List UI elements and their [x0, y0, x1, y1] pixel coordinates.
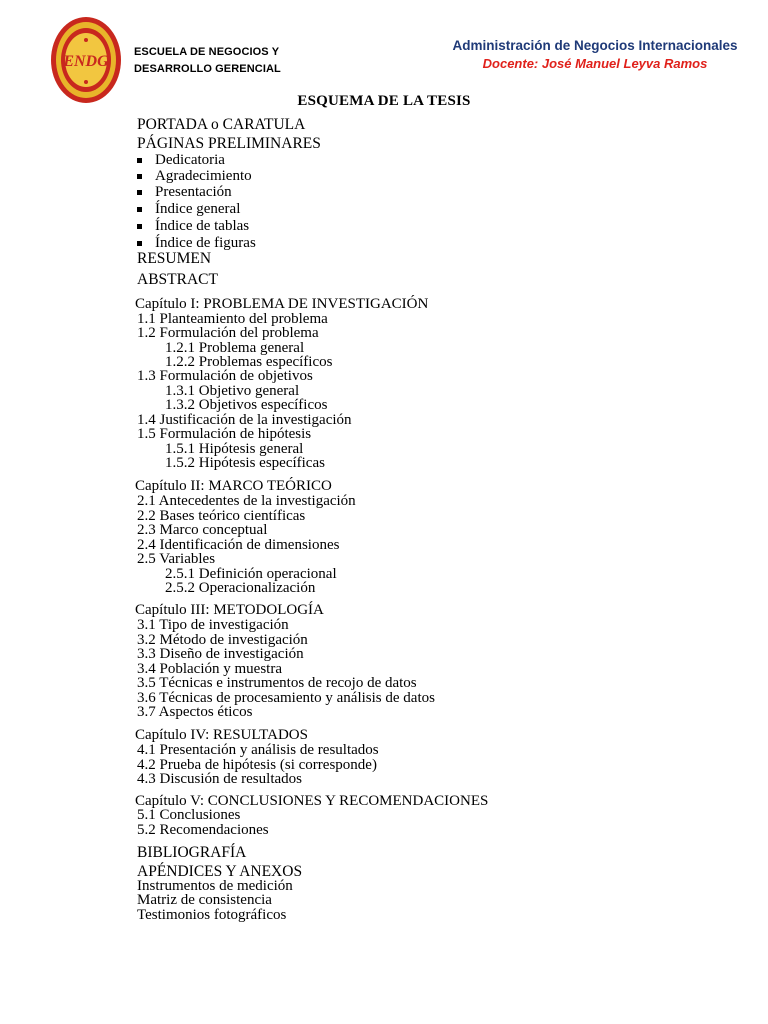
- school-logo-seal: [50, 16, 122, 104]
- section-item: 3.4 Población y muestra: [137, 661, 282, 677]
- annex-item: Instrumentos de medición: [137, 878, 293, 894]
- bullet-icon: [137, 241, 142, 246]
- preliminares-heading: PÁGINAS PRELIMINARES: [137, 135, 321, 152]
- bullet-item: Índice general: [155, 201, 240, 218]
- subsection-item: 1.3.1 Objetivo general: [165, 383, 300, 399]
- section-item: 2.2 Bases teórico científicas: [137, 508, 306, 524]
- section-item: 3.3 Diseño de investigación: [137, 646, 304, 662]
- school-name-line1: ESCUELA DE NEGOCIOS Y: [134, 46, 280, 58]
- bullet-icon: [137, 158, 142, 163]
- section-item: 3.1 Tipo de investigación: [137, 617, 289, 633]
- subsection-item: 1.5.1 Hipótesis general: [165, 441, 304, 457]
- section-item: 1.3 Formulación de objetivos: [137, 368, 313, 384]
- bullet-item: Índice de figuras: [155, 235, 256, 252]
- section-item: 2.4 Identificación de dimensiones: [137, 537, 340, 553]
- section-item: 2.5 Variables: [137, 551, 216, 567]
- chapter-title: Capítulo II: MARCO TEÓRICO: [135, 478, 332, 494]
- subsection-item: 1.3.2 Objetivos específicos: [165, 397, 328, 413]
- chapter-title: Capítulo III: METODOLOGÍA: [135, 602, 324, 618]
- bullet-icon: [137, 207, 142, 212]
- school-name-line2: DESARROLLO GERENCIAL: [134, 63, 281, 75]
- subsection-item: 2.5.2 Operacionalización: [165, 580, 316, 596]
- section-item: 1.4 Justificación de la investigación: [137, 412, 352, 428]
- chapter-title: Capítulo I: PROBLEMA DE INVESTIGACIÓN: [135, 296, 429, 312]
- section-item: 3.5 Técnicas e instrumentos de recojo de datos: [137, 675, 417, 691]
- abstract-heading: ABSTRACT: [137, 271, 218, 288]
- section-item: 5.1 Conclusiones: [137, 807, 241, 823]
- section-item: 1.1 Planteamiento del problema: [137, 311, 328, 327]
- school-name: [134, 44, 281, 78]
- section-item: 1.5 Formulación de hipótesis: [137, 426, 312, 442]
- portada-heading: PORTADA o CARATULA: [137, 116, 306, 133]
- subsection-item: 1.2.1 Problema general: [165, 340, 305, 356]
- section-item: 3.6 Técnicas de procesamiento y análisis de datos: [137, 690, 435, 706]
- resumen-heading: RESUMEN: [137, 250, 212, 267]
- annex-item: Matriz de consistencia: [137, 892, 272, 908]
- bullet-icon: [137, 174, 142, 179]
- section-item: 1.2 Formulación del problema: [137, 325, 319, 341]
- apendices-heading: APÉNDICES Y ANEXOS: [137, 863, 303, 880]
- bibliografia-heading: BIBLIOGRAFÍA: [137, 844, 247, 861]
- subsection-item: 1.5.2 Hipótesis específicas: [165, 455, 325, 471]
- section-item: 4.1 Presentación y análisis de resultados: [137, 742, 379, 758]
- bullet-item: Presentación: [155, 184, 232, 201]
- section-item: 3.7 Aspectos éticos: [137, 704, 253, 720]
- section-item: 4.2 Prueba de hipótesis (si corresponde): [137, 757, 377, 773]
- document-title: ESQUEMA DE LA TESIS: [297, 93, 471, 109]
- section-item: 4.3 Discusión de resultados: [137, 771, 302, 787]
- bullet-item: Agradecimiento: [155, 168, 252, 185]
- section-item: 5.2 Recomendaciones: [137, 822, 269, 838]
- section-item: 2.1 Antecedentes de la investigación: [137, 493, 356, 509]
- section-item: 3.2 Método de investigación: [137, 632, 308, 648]
- bullet-icon: [137, 190, 142, 195]
- teacher-name: Docente: José Manuel Leyva Ramos: [482, 56, 708, 71]
- subsection-item: 1.2.2 Problemas específicos: [165, 354, 333, 370]
- bullet-item: Índice de tablas: [155, 218, 249, 235]
- subsection-item: 2.5.1 Definición operacional: [165, 566, 337, 582]
- bullet-icon: [137, 224, 142, 229]
- annex-item: Testimonios fotográficos: [137, 907, 287, 923]
- chapter-title: Capítulo IV: RESULTADOS: [135, 727, 308, 743]
- logo-letters: ENDG: [63, 53, 109, 70]
- program-title: Administración de Negocios Internacionales: [452, 38, 738, 53]
- chapter-title: Capítulo V: CONCLUSIONES Y RECOMENDACIONES: [135, 793, 489, 809]
- section-item: 2.3 Marco conceptual: [137, 522, 268, 538]
- bullet-item: Dedicatoria: [155, 152, 225, 169]
- program-header: [435, 37, 755, 73]
